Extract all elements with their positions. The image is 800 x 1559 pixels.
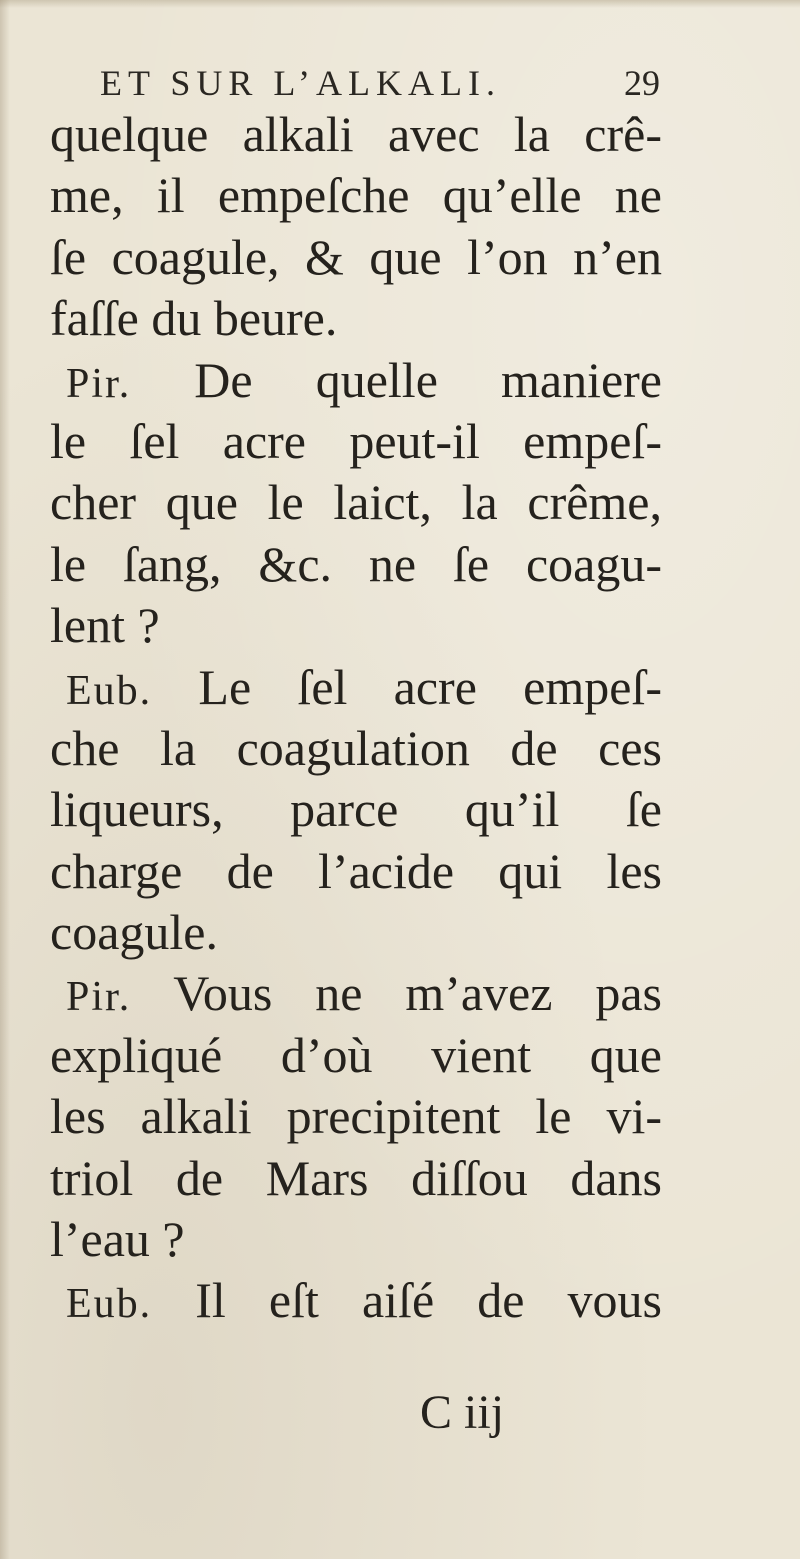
- text-line: ſe coagule, & que l’on n’en: [50, 228, 662, 285]
- page-top-edge: [0, 0, 800, 8]
- running-head: [100, 58, 660, 108]
- text-line: lent ?: [50, 597, 160, 654]
- speaker-name: Pir.: [66, 360, 132, 407]
- body-text: [50, 104, 662, 1332]
- text-line: l’eau ?: [50, 1211, 185, 1268]
- text-line: Pir. Vous ne m’avez pas: [66, 965, 662, 1022]
- text-line: cher que le laict, la crême,: [50, 474, 662, 531]
- text-line: charge de l’acide qui les: [50, 842, 662, 899]
- text-line: quelque alkali avec la crê-: [50, 106, 662, 162]
- speaker-name: Pir.: [66, 974, 132, 1021]
- text-line: Eub. Il eſt aiſé de vous: [66, 1272, 662, 1329]
- speaker-name: Eub.: [66, 1281, 153, 1328]
- text-line: faſſe du beure.: [50, 290, 338, 347]
- text-line: le ſel acre peut-il empeſ-: [50, 412, 662, 469]
- text-line: che la coagulation de ces: [50, 719, 662, 776]
- page-left-edge: [0, 0, 10, 1559]
- text-line: Pir. De quelle maniere: [66, 351, 662, 408]
- text-line: coagule.: [50, 904, 218, 961]
- text-line: expliqué d’où vient que: [50, 1026, 662, 1083]
- text-line: Eub. Le ſel acre empeſ-: [66, 658, 662, 715]
- signature-mark: C iij: [420, 1386, 505, 1439]
- text-line: triol de Mars diſſou dans: [50, 1149, 662, 1206]
- running-title: ET SUR L’ALKALI.: [100, 63, 501, 103]
- text-line: le ſang, &c. ne ſe coagu-: [50, 535, 662, 592]
- page-number: 29: [624, 63, 660, 103]
- text-line: me, il empeſche qu’elle ne: [50, 167, 662, 224]
- text-line: liqueurs, parce qu’il ſe: [50, 781, 662, 838]
- text-line: les alkali precipitent le vi-: [50, 1088, 662, 1145]
- speaker-name: Eub.: [66, 667, 153, 714]
